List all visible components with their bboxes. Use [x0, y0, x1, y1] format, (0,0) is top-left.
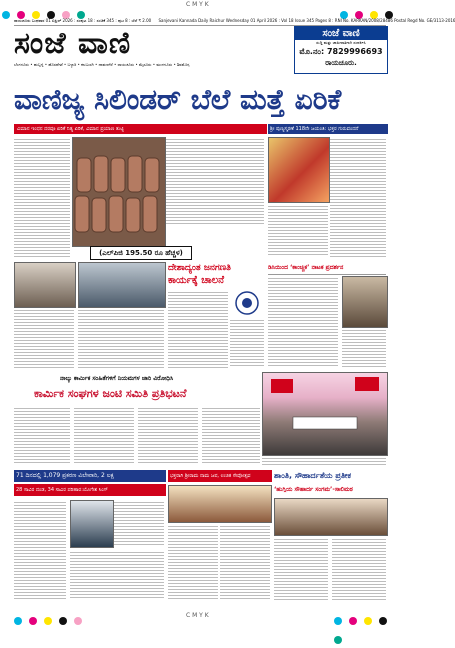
left-mid-text [14, 308, 74, 368]
reg-dot-black [379, 617, 387, 625]
bottom-left-text-2 [70, 550, 164, 600]
reg-dot-cyan [2, 11, 10, 19]
dateline-strip [14, 17, 455, 26]
reg-dot-magenta [349, 617, 357, 625]
census-logo [230, 290, 264, 316]
dateline-right: Sanjevani Kannada Daily Raichur Wednesday 01 April 2026 : Vol 18 Issue 345 Pages 8 : RNI No. KARKAN/2008/28486 Postal Regd No. GE/3113-2016 [158, 18, 455, 23]
reg-dot-yellow [44, 617, 52, 625]
bottom-right-headline-2: ‘ಹುಗ್ಗಿಯ ಸೌಹಾರ್ದ ಸಂಗಮ’-ಸಾಲಿಮಠ [274, 486, 353, 493]
labor-text-1 [14, 406, 70, 464]
ad-phone: ಮೊ.ನಂ: 7829996693 [299, 47, 383, 56]
masthead-title: ಸಂಜೆ ವಾಣಿ [14, 26, 132, 61]
bottom-right-text-1 [274, 537, 328, 600]
protest-photo [262, 372, 388, 456]
labor-text-5 [262, 456, 386, 466]
reg-dot-magenta [29, 617, 37, 625]
official-photo [70, 500, 114, 548]
ad-title: ಸಂಜೆ ವಾಣಿ [295, 27, 387, 40]
lpg-price-tag: (ಎಲ್‌ಪಿಜಿ 195.50 ರೂ ಹೆಚ್ಚಳ) [90, 246, 192, 260]
cylinder-photo [72, 137, 166, 247]
meeting-photo [78, 262, 166, 308]
labor-headline: ಕಾರ್ಮಿಕ ಸಂಘಗಳ ಜಂಟಿ ಸಮಿತಿ ಪ್ರತಿಭಟನೆ [34, 387, 187, 400]
lead-text-column [14, 137, 70, 257]
bottom-left-text-3 [114, 500, 164, 546]
right-mid-headline: ಡಿಸಿಯಿಂದ ‘ಕಾಂಚ್ಚಿಕ’ ನಾಟಕ ಪ್ರದರ್ಶನ [268, 262, 386, 275]
group-photo [168, 485, 272, 523]
right-mid-text [268, 276, 338, 368]
reg-dot-yellow [364, 617, 372, 625]
bottom-center-text-2 [220, 524, 270, 600]
reg-dot-cyan [334, 617, 342, 625]
lead-text-center [166, 137, 264, 225]
lead-kicker: ವಿಮಾನ ಇಂಧನ ದರವೂ ಏರಿಕೆ ನಿತ್ಯ ಏರಿಕೆ, ವಿಮಾನ ಪ್ರಯಾಣ ತುಟ್ಟಿ [14, 124, 267, 134]
registration-dots-bottom-right [334, 610, 400, 648]
ad-place: ರಾಯಚೂರು. [325, 59, 357, 67]
registration-dots-bottom-left [14, 610, 84, 629]
bottom-left-headline-2: 28 ಸಾವಿರ ದಂಡ, 34 ಸಾವಿರ ಪರಿಹಾರ:ಯೊಗೇಶ ಸಿಂಗ್ [14, 484, 166, 496]
cylinders-illustration [73, 138, 165, 246]
right-top-text [330, 137, 386, 257]
bottom-right-headline-1: ಶಾಂತಿ, ಸೌಹಾರ್ದತೆಯ ಪ್ರತೀಕ [274, 471, 352, 480]
gathering-photo [274, 498, 388, 536]
census-headline-1: ದೇಶಾದ್ಯಂತ ಜನಗಣತಿ [168, 263, 231, 273]
bottom-right-text-2 [332, 537, 386, 600]
main-headline: ವಾಣಿಜ್ಯ ಸಿಲಿಂಡರ್ ಬೆಲೆ ಮತ್ತೆ ಏರಿಕೆ [14, 83, 342, 116]
reg-dot-cyan [14, 617, 22, 625]
labor-text-3 [138, 406, 198, 464]
labor-kicker: ನಾಲ್ಕು ಕಾರ್ಮಿಕ ಸಂಹಿತೆಗಳಿಗೆ ನಿಯಮಗಳ ಜಾರಿ ವಿರೋಧಿಸಿ [60, 375, 174, 382]
protest-flags-illustration [263, 373, 387, 455]
bottom-left-text-1 [14, 500, 66, 600]
contact-ad-box [294, 26, 388, 74]
dateline-left: ರಾಯಚೂರು ಬುಧವಾರ 01 ಏಪ್ರಿಲ್ 2026 : ಸಂಪುಟ 18 : ಸಂಚಿಕೆ 345 : ಪುಟ 8 : ಬೆಲೆ ₹ 2.00 [14, 18, 152, 23]
census-text-2 [230, 318, 264, 368]
labor-text-4 [202, 406, 260, 464]
bottom-center-headline: ಭಕ್ತರಾಗಿ ಶ್ರೀರಾಮ ನಾಮ ಜಪ, ಉಚಿತ ಸೇವೋತ್ಸವ [168, 470, 272, 482]
reg-dot-teal [334, 636, 342, 644]
center-mid-text-left [78, 308, 164, 368]
census-emblem-icon [230, 290, 264, 316]
reg-dot-pink [74, 617, 82, 625]
flower-offering-photo [268, 137, 330, 203]
masthead [14, 27, 292, 71]
labor-text-2 [74, 406, 134, 464]
event-photo-left [14, 262, 76, 308]
reg-dot-black [59, 617, 67, 625]
masthead-editions: ಬೆಂಗಳೂರು • ಹುಬ್ಬಳ್ಳಿ • ಹೊಸಪೇಟೆ • ಬಳ್ಳಾರಿ • ಕಲಬುರಗಿ • ದಾವಣಗೆರೆ • ರಾಯಚೂರು • ಮೈಸೂರು • ಮಂಗಳೂರು • ಶಿವಮೊಗ್ಗ [14, 62, 190, 67]
bottom-left-headline-1: 71 ದಿನದಲ್ಲಿ 1,079 ಪ್ರಕರಣ ವಿಲೇವಾರಿ, 2 ಲಕ್ಷ [14, 470, 166, 482]
right-top-headline: ಶ್ರೀ ಪುಣ್ಯಸ್ಮರಣೆ 118ನೇ ಜಯಂತಿ: ಭಕ್ತರ ಗುರುವಂದನೆ [268, 124, 388, 134]
census-headline-2: ಕಾರ್ಯಕ್ಕೆ ಚಾಲನೆ [168, 275, 225, 286]
right-mid-text-2 [342, 328, 386, 368]
portrait-photo-right [342, 276, 388, 328]
bottom-center-text-1 [168, 524, 218, 600]
cmyk-top-label: C M Y K [186, 1, 209, 8]
census-text [168, 290, 228, 368]
ad-line: ಸುದ್ದಿ ಮತ್ತು ಜಾಹೀರಾತಿಗಾಗಿ ಸಂಪರ್ಕಿಸಿ [316, 40, 366, 45]
right-top-text-2 [268, 204, 328, 257]
cmyk-bottom-label: C M Y K [186, 612, 209, 619]
